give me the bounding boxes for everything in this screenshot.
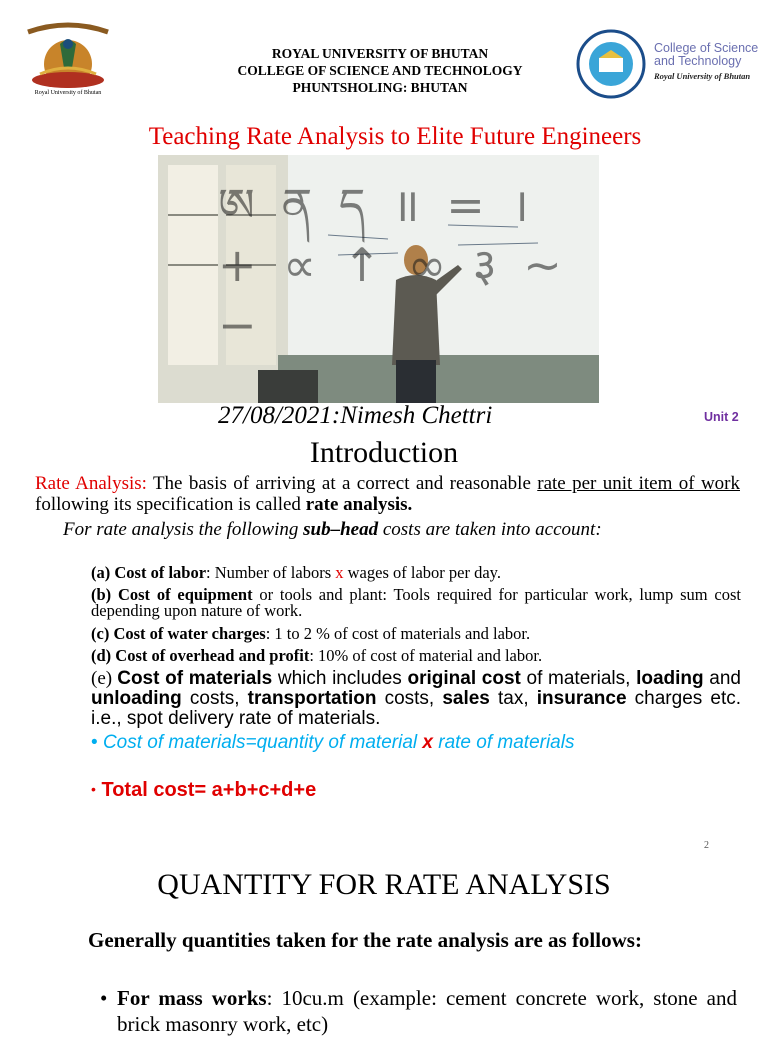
- item-e-t1: which includes: [272, 668, 408, 689]
- item-e-t2: of materials,: [520, 668, 637, 689]
- photo-overlay-glyphs: ཨ ན ད ॥ = । + ∝ ↑ ∞ ३ ∼ −: [218, 178, 568, 352]
- bullet: •: [91, 732, 98, 753]
- classroom-photo: [158, 155, 599, 403]
- item-e-t3: and: [703, 668, 741, 689]
- total-cost-formula: [91, 779, 316, 802]
- item-b-text: or tools and plant: Tools required for particular work, lump sum cost depending upon nature of work.: [91, 585, 741, 620]
- unit-label: Unit 2: [704, 410, 739, 424]
- bullet: •: [100, 986, 108, 1010]
- introduction-heading: Introduction: [309, 436, 459, 469]
- item-e-b1: Cost of materials: [117, 668, 273, 689]
- item-cost-of-equipment: [91, 587, 741, 619]
- mass-works-label: For mass works: [117, 986, 267, 1010]
- item-d-text: : 10% of cost of material and labor.: [309, 646, 543, 665]
- item-e-b4: unloading: [91, 688, 182, 709]
- item-cost-of-labor: [91, 565, 741, 581]
- mass-works-bullet: [100, 985, 738, 1037]
- slide-title: Teaching Rate Analysis to Elite Future Engineers: [148, 123, 642, 150]
- quantity-heading: QUANTITY FOR RATE ANALYSIS: [157, 868, 611, 901]
- total-cost-text: Total cost= a+b+c+d+e: [101, 779, 317, 801]
- definition-underlined: rate per unit item of work: [537, 473, 740, 494]
- term-rate-analysis: Rate Analysis:: [35, 473, 147, 494]
- item-e-b7: insurance: [536, 688, 627, 709]
- header-location: PHUNTSHOLING: BHUTAN: [292, 80, 468, 95]
- materials-formula-x: x: [422, 732, 433, 753]
- item-b-label: Cost of equipment: [117, 585, 253, 604]
- item-c-text: : 1 to 2 % of cost of materials and labor.: [265, 624, 531, 643]
- sub-head-lead: [63, 519, 740, 540]
- lead-text-a: For rate analysis the following: [63, 519, 304, 540]
- item-e-b2: original cost: [407, 668, 521, 689]
- materials-formula-b: rate of materials: [432, 732, 575, 753]
- rate-analysis-definition: [35, 473, 740, 515]
- lead-bold: sub–head: [303, 519, 379, 540]
- item-cost-of-water: [91, 626, 741, 642]
- bullet: •: [91, 781, 96, 797]
- cst-logo-text: [654, 42, 764, 83]
- quantity-intro: Generally quantities taken for the rate analysis are as follows:: [88, 928, 642, 952]
- definition-bold: rate analysis.: [305, 494, 413, 515]
- definition-text-a: The basis of arriving at a correct and reasonable: [146, 473, 538, 494]
- item-e-b3: loading: [636, 668, 704, 689]
- rub-logo-caption: Royal University of Bhutan: [34, 90, 102, 96]
- cst-logo-line3: Royal University of Bhutan: [654, 71, 751, 81]
- materials-formula-a: Cost of materials=quantity of material: [102, 732, 423, 753]
- cst-logo-line2: and Technology: [654, 54, 742, 68]
- item-b-prefix: (b): [91, 585, 118, 604]
- item-cost-of-materials: [91, 669, 741, 729]
- item-a-x: x: [335, 563, 344, 582]
- rub-logo: [20, 22, 116, 100]
- item-cost-of-overhead: [91, 648, 741, 664]
- item-e-t4: costs,: [181, 688, 248, 709]
- cst-logo-line1: College of Science: [654, 41, 759, 55]
- dateline: 27/08/2021:Nimesh Chettri: [218, 402, 493, 429]
- mass-works-text: : 10cu.m (example: cement concrete work, stone and brick masonry work, etc): [117, 986, 738, 1036]
- item-e-t7: charges etc. i.e., spot delivery rate of materials.: [91, 688, 742, 729]
- definition-text-b: following its specification is called: [35, 494, 306, 515]
- item-c-label: (c) Cost of water charges: [91, 624, 266, 643]
- item-d-label: (d) Cost of overhead and profit: [91, 646, 310, 665]
- item-a-text1: : Number of labors: [206, 563, 336, 582]
- page-number: 2: [704, 840, 709, 851]
- item-e-t6: tax,: [489, 688, 537, 709]
- cst-logo: [572, 28, 650, 100]
- header-university: ROYAL UNIVERSITY OF BHUTAN: [271, 46, 489, 61]
- item-e-b6: sales: [442, 688, 490, 709]
- item-e-prefix: (e): [91, 668, 118, 689]
- lead-text-b: costs are taken into account:: [378, 519, 602, 540]
- item-a-label: (a) Cost of labor: [91, 563, 207, 582]
- item-e-b5: transportation: [247, 688, 377, 709]
- item-e-t5: costs,: [376, 688, 443, 709]
- item-a-text2: wages of labor per day.: [343, 563, 501, 582]
- materials-formula: [91, 732, 574, 754]
- header-college: COLLEGE OF SCIENCE AND TECHNOLOGY: [237, 63, 523, 78]
